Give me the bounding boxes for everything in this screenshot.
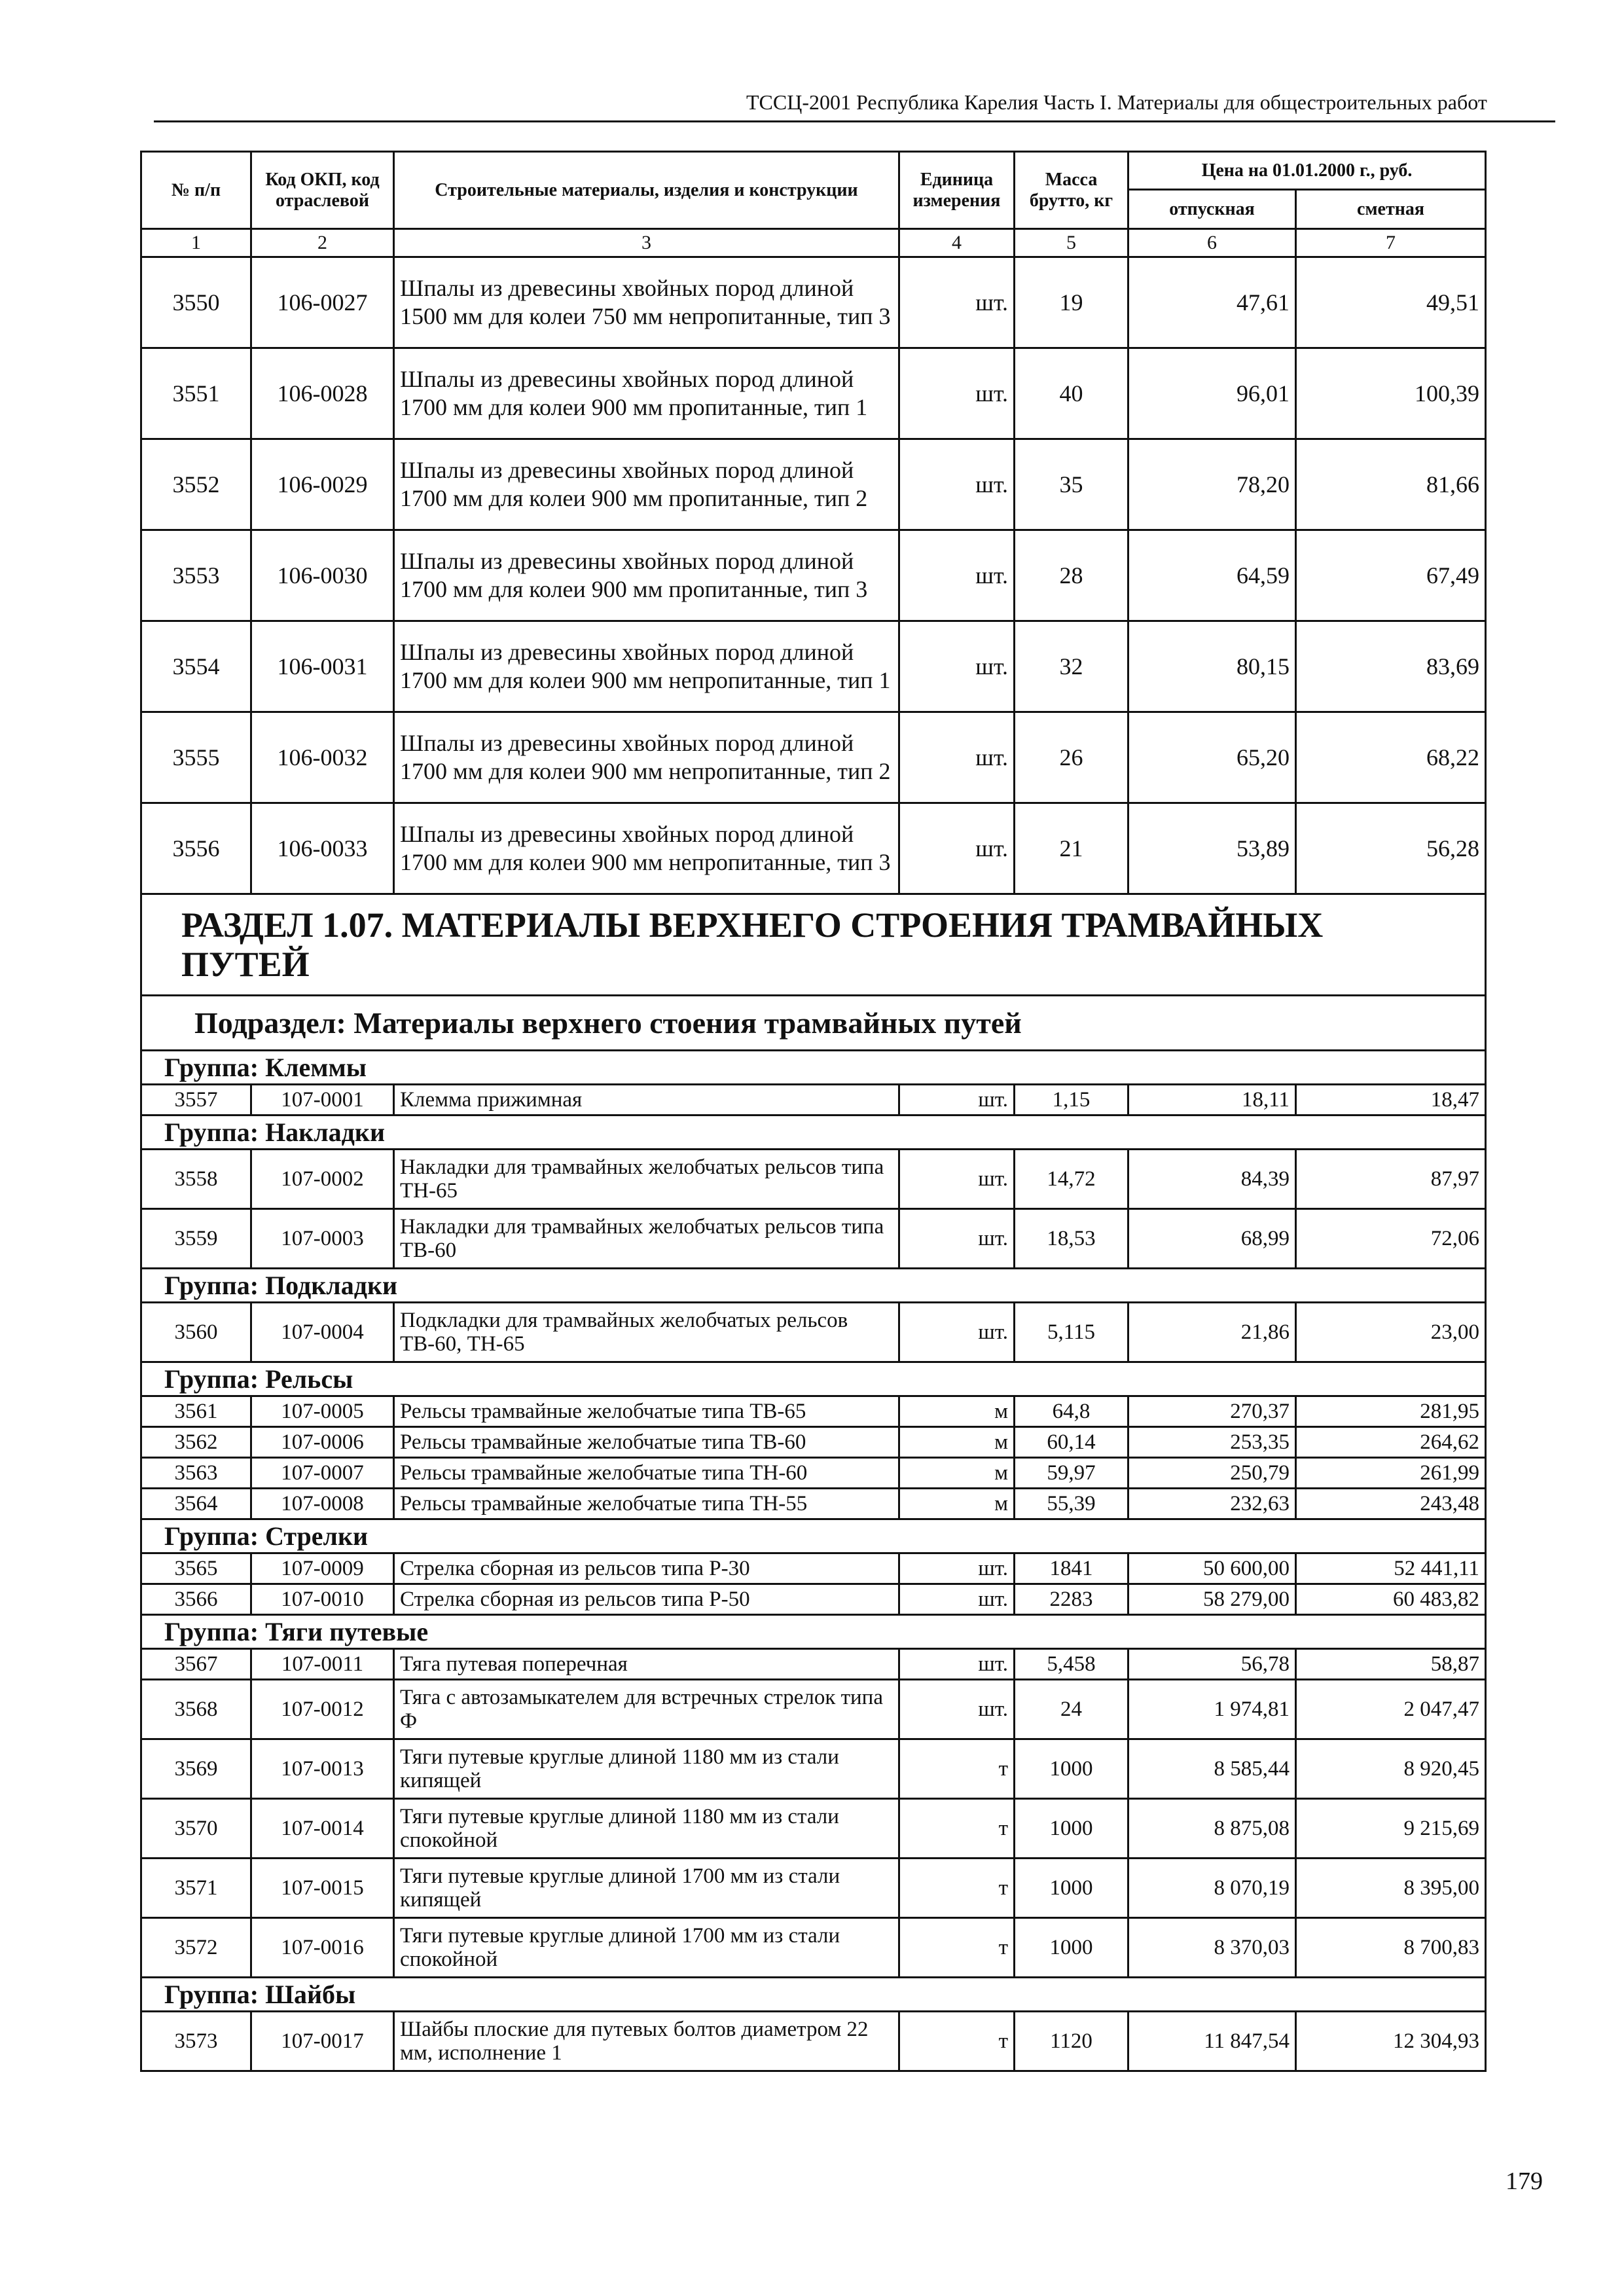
- row-unit: шт.: [899, 1150, 1015, 1209]
- row-estimate-price: 58,87: [1296, 1649, 1486, 1680]
- row-mass: 60,14: [1015, 1427, 1128, 1458]
- col-header-unit: Единица измерения: [899, 152, 1015, 229]
- subsection-title: Подраздел: Материалы верхнего стоения трамвайных путей: [141, 996, 1486, 1051]
- row-description: Шпалы из древесины хвойных пород длиной 1700 мм для колеи 900 мм непропитанные, тип 2: [394, 712, 899, 803]
- row-code: 107-0016: [251, 1918, 394, 1978]
- row-estimate-price: 2 047,47: [1296, 1680, 1486, 1739]
- col-header-release-price: отпускная: [1128, 190, 1296, 229]
- row-unit: шт.: [899, 1553, 1015, 1584]
- row-code: 107-0003: [251, 1209, 394, 1269]
- row-unit: шт.: [899, 1209, 1015, 1269]
- row-mass: 32: [1015, 621, 1128, 712]
- row-description: Шпалы из древесины хвойных пород длиной 1700 мм для колеи 900 мм непропитанные, тип 1: [394, 621, 899, 712]
- row-unit: шт.: [899, 257, 1015, 348]
- row-estimate-price: 12 304,93: [1296, 2012, 1486, 2071]
- row-number: 3560: [141, 1303, 251, 1362]
- table-row: [141, 1489, 1486, 1519]
- row-number: 3559: [141, 1209, 251, 1269]
- row-mass: 1000: [1015, 1799, 1128, 1859]
- row-mass: 35: [1015, 439, 1128, 530]
- row-code: 107-0011: [251, 1649, 394, 1680]
- table-row: [141, 1427, 1486, 1458]
- table-row: [141, 1739, 1486, 1799]
- row-number: 3564: [141, 1489, 251, 1519]
- row-release-price: 8 585,44: [1128, 1739, 1296, 1799]
- row-release-price: 96,01: [1128, 348, 1296, 439]
- row-unit: шт.: [899, 1303, 1015, 1362]
- row-estimate-price: 83,69: [1296, 621, 1486, 712]
- row-code: 106-0030: [251, 530, 394, 621]
- row-release-price: 50 600,00: [1128, 1553, 1296, 1584]
- row-code: 107-0008: [251, 1489, 394, 1519]
- row-description: Шпалы из древесины хвойных пород длиной 1700 мм для колеи 900 мм непропитанные, тип 3: [394, 803, 899, 894]
- row-description: Шайбы плоские для путевых болтов диаметром 22 мм, исполнение 1: [394, 2012, 899, 2071]
- group-heading-row: [141, 1269, 1486, 1303]
- table-row: [141, 530, 1486, 621]
- col-header-price-group: Цена на 01.01.2000 г., руб.: [1128, 152, 1486, 190]
- row-mass: 2283: [1015, 1584, 1128, 1615]
- row-estimate-price: 261,99: [1296, 1458, 1486, 1489]
- row-number: 3569: [141, 1739, 251, 1799]
- row-description: Стрелка сборная из рельсов типа Р-50: [394, 1584, 899, 1615]
- row-code: 107-0005: [251, 1396, 394, 1427]
- row-release-price: 47,61: [1128, 257, 1296, 348]
- row-description: Рельсы трамвайные желобчатые типа ТН-55: [394, 1489, 899, 1519]
- materials-table: [140, 151, 1487, 2072]
- row-release-price: 56,78: [1128, 1649, 1296, 1680]
- group-title: Группа: Клеммы: [141, 1051, 1486, 1085]
- row-code: 107-0002: [251, 1150, 394, 1209]
- row-code: 107-0007: [251, 1458, 394, 1489]
- row-estimate-price: 49,51: [1296, 257, 1486, 348]
- group-title: Группа: Стрелки: [141, 1519, 1486, 1553]
- col-header-material: Строительные материалы, изделия и конструкции: [394, 152, 899, 229]
- group-title: Группа: Накладки: [141, 1116, 1486, 1150]
- running-header: ТССЦ-2001 Республика Карелия Часть I. Материалы для общестроительных работ: [746, 90, 1487, 114]
- row-description: Шпалы из древесины хвойных пород длиной 1700 мм для колеи 900 мм пропитанные, тип 2: [394, 439, 899, 530]
- table-row: [141, 1458, 1486, 1489]
- table-row: [141, 621, 1486, 712]
- row-mass: 55,39: [1015, 1489, 1128, 1519]
- row-estimate-price: 87,97: [1296, 1150, 1486, 1209]
- row-description: Тяги путевые круглые длиной 1700 мм из стали спокойной: [394, 1918, 899, 1978]
- column-number-row: [141, 229, 1486, 257]
- row-unit: т: [899, 1859, 1015, 1918]
- page-number: 179: [1506, 2168, 1543, 2195]
- row-number: 3572: [141, 1918, 251, 1978]
- row-estimate-price: 9 215,69: [1296, 1799, 1486, 1859]
- row-release-price: 18,11: [1128, 1085, 1296, 1116]
- row-unit: т: [899, 1739, 1015, 1799]
- row-description: Тяги путевые круглые длиной 1180 мм из стали кипящей: [394, 1739, 899, 1799]
- group-heading-row: [141, 1362, 1486, 1396]
- row-mass: 1120: [1015, 2012, 1128, 2071]
- row-description: Тяга путевая поперечная: [394, 1649, 899, 1680]
- row-estimate-price: 243,48: [1296, 1489, 1486, 1519]
- top-rows: [141, 257, 1486, 894]
- row-code: 106-0028: [251, 348, 394, 439]
- row-description: Накладки для трамвайных желобчатых рельсов типа ТВ-60: [394, 1209, 899, 1269]
- row-estimate-price: 264,62: [1296, 1427, 1486, 1458]
- row-description: Рельсы трамвайные желобчатые типа ТН-60: [394, 1458, 899, 1489]
- col-header-mass: Масса брутто, кг: [1015, 152, 1128, 229]
- row-description: Тяги путевые круглые длиной 1700 мм из стали кипящей: [394, 1859, 899, 1918]
- table-row: [141, 2012, 1486, 2071]
- row-unit: т: [899, 1799, 1015, 1859]
- row-number: 3571: [141, 1859, 251, 1918]
- group-title: Группа: Тяги путевые: [141, 1615, 1486, 1649]
- row-code: 107-0004: [251, 1303, 394, 1362]
- row-unit: м: [899, 1427, 1015, 1458]
- row-release-price: 253,35: [1128, 1427, 1296, 1458]
- table-row: [141, 1918, 1486, 1978]
- row-code: 107-0017: [251, 2012, 394, 2071]
- row-number: 3556: [141, 803, 251, 894]
- row-number: 3554: [141, 621, 251, 712]
- row-code: 106-0029: [251, 439, 394, 530]
- row-estimate-price: 23,00: [1296, 1303, 1486, 1362]
- table-row: [141, 1085, 1486, 1116]
- row-description: Подкладки для трамвайных желобчатых рельсов ТВ-60, ТН-65: [394, 1303, 899, 1362]
- table-row: [141, 439, 1486, 530]
- row-code: 106-0033: [251, 803, 394, 894]
- row-unit: м: [899, 1489, 1015, 1519]
- row-description: Шпалы из древесины хвойных пород длиной 1500 мм для колеи 750 мм непропитанные, тип 3: [394, 257, 899, 348]
- row-release-price: 64,59: [1128, 530, 1296, 621]
- group-title: Группа: Подкладки: [141, 1269, 1486, 1303]
- row-mass: 64,8: [1015, 1396, 1128, 1427]
- row-mass: 24: [1015, 1680, 1128, 1739]
- row-estimate-price: 8 395,00: [1296, 1859, 1486, 1918]
- row-code: 107-0015: [251, 1859, 394, 1918]
- row-release-price: 8 370,03: [1128, 1918, 1296, 1978]
- row-estimate-price: 81,66: [1296, 439, 1486, 530]
- row-number: 3558: [141, 1150, 251, 1209]
- row-mass: 28: [1015, 530, 1128, 621]
- row-description: Тяги путевые круглые длиной 1180 мм из стали спокойной: [394, 1799, 899, 1859]
- table-row: [141, 712, 1486, 803]
- row-estimate-price: 72,06: [1296, 1209, 1486, 1269]
- column-number: 4: [899, 229, 1015, 257]
- group-heading-row: [141, 1519, 1486, 1553]
- row-release-price: 250,79: [1128, 1458, 1296, 1489]
- row-code: 107-0014: [251, 1799, 394, 1859]
- row-code: 107-0009: [251, 1553, 394, 1584]
- row-mass: 5,458: [1015, 1649, 1128, 1680]
- row-mass: 1,15: [1015, 1085, 1128, 1116]
- column-number: 2: [251, 229, 394, 257]
- row-number: 3570: [141, 1799, 251, 1859]
- row-mass: 19: [1015, 257, 1128, 348]
- table-row: [141, 803, 1486, 894]
- row-estimate-price: 60 483,82: [1296, 1584, 1486, 1615]
- row-code: 106-0027: [251, 257, 394, 348]
- group-heading-row: [141, 1116, 1486, 1150]
- row-estimate-price: 281,95: [1296, 1396, 1486, 1427]
- row-code: 106-0032: [251, 712, 394, 803]
- row-unit: шт.: [899, 621, 1015, 712]
- row-release-price: 270,37: [1128, 1396, 1296, 1427]
- row-release-price: 65,20: [1128, 712, 1296, 803]
- row-release-price: 1 974,81: [1128, 1680, 1296, 1739]
- row-description: Шпалы из древесины хвойных пород длиной 1700 мм для колеи 900 мм пропитанные, тип 1: [394, 348, 899, 439]
- row-description: Накладки для трамвайных желобчатых рельсов типа ТН-65: [394, 1150, 899, 1209]
- row-description: Шпалы из древесины хвойных пород длиной 1700 мм для колеи 900 мм пропитанные, тип 3: [394, 530, 899, 621]
- row-unit: шт.: [899, 803, 1015, 894]
- table-row: [141, 1553, 1486, 1584]
- row-mass: 1000: [1015, 1859, 1128, 1918]
- table-header: [141, 152, 1486, 257]
- row-description: Стрелка сборная из рельсов типа Р-30: [394, 1553, 899, 1584]
- row-code: 107-0013: [251, 1739, 394, 1799]
- row-estimate-price: 100,39: [1296, 348, 1486, 439]
- col-header-number: № п/п: [141, 152, 251, 229]
- row-release-price: 232,63: [1128, 1489, 1296, 1519]
- section-title: РАЗДЕЛ 1.07. МАТЕРИАЛЫ ВЕРХНЕГО СТРОЕНИЯ ТРАМВАЙНЫХ ПУТЕЙ: [141, 894, 1486, 996]
- row-unit: т: [899, 2012, 1015, 2071]
- row-code: 106-0031: [251, 621, 394, 712]
- row-release-price: 78,20: [1128, 439, 1296, 530]
- row-estimate-price: 8 700,83: [1296, 1918, 1486, 1978]
- row-unit: шт.: [899, 439, 1015, 530]
- table-row: [141, 1799, 1486, 1859]
- row-estimate-price: 67,49: [1296, 530, 1486, 621]
- row-estimate-price: 68,22: [1296, 712, 1486, 803]
- row-estimate-price: 8 920,45: [1296, 1739, 1486, 1799]
- row-estimate-price: 18,47: [1296, 1085, 1486, 1116]
- row-release-price: 8 070,19: [1128, 1859, 1296, 1918]
- row-number: 3557: [141, 1085, 251, 1116]
- row-mass: 21: [1015, 803, 1128, 894]
- row-number: 3567: [141, 1649, 251, 1680]
- row-description: Рельсы трамвайные желобчатые типа ТВ-60: [394, 1427, 899, 1458]
- row-number: 3555: [141, 712, 251, 803]
- row-unit: т: [899, 1918, 1015, 1978]
- table-row: [141, 1859, 1486, 1918]
- table-row: [141, 1584, 1486, 1615]
- row-number: 3553: [141, 530, 251, 621]
- row-number: 3573: [141, 2012, 251, 2071]
- row-release-price: 21,86: [1128, 1303, 1296, 1362]
- row-unit: шт.: [899, 1584, 1015, 1615]
- section-block: [141, 894, 1486, 1051]
- row-mass: 18,53: [1015, 1209, 1128, 1269]
- row-unit: м: [899, 1396, 1015, 1427]
- row-code: 107-0001: [251, 1085, 394, 1116]
- row-number: 3551: [141, 348, 251, 439]
- row-release-price: 8 875,08: [1128, 1799, 1296, 1859]
- row-release-price: 80,15: [1128, 621, 1296, 712]
- column-number: 6: [1128, 229, 1296, 257]
- col-header-estimate-price: сметная: [1296, 190, 1486, 229]
- table-row: [141, 1396, 1486, 1427]
- row-release-price: 58 279,00: [1128, 1584, 1296, 1615]
- row-description: Рельсы трамвайные желобчатые типа ТВ-65: [394, 1396, 899, 1427]
- group-heading-row: [141, 1978, 1486, 2012]
- row-estimate-price: 52 441,11: [1296, 1553, 1486, 1584]
- row-mass: 5,115: [1015, 1303, 1128, 1362]
- row-number: 3566: [141, 1584, 251, 1615]
- row-code: 107-0006: [251, 1427, 394, 1458]
- group-rows: [141, 1051, 1486, 2071]
- table-row: [141, 1680, 1486, 1739]
- row-release-price: 53,89: [1128, 803, 1296, 894]
- row-mass: 1000: [1015, 1918, 1128, 1978]
- row-number: 3561: [141, 1396, 251, 1427]
- col-header-code: Код ОКП, код отраслевой: [251, 152, 394, 229]
- group-title: Группа: Шайбы: [141, 1978, 1486, 2012]
- row-code: 107-0010: [251, 1584, 394, 1615]
- row-release-price: 11 847,54: [1128, 2012, 1296, 2071]
- column-number: 5: [1015, 229, 1128, 257]
- row-mass: 26: [1015, 712, 1128, 803]
- group-title: Группа: Рельсы: [141, 1362, 1486, 1396]
- table-row: [141, 1303, 1486, 1362]
- row-number: 3552: [141, 439, 251, 530]
- row-mass: 1841: [1015, 1553, 1128, 1584]
- row-unit: шт.: [899, 348, 1015, 439]
- row-estimate-price: 56,28: [1296, 803, 1486, 894]
- row-mass: 1000: [1015, 1739, 1128, 1799]
- row-release-price: 68,99: [1128, 1209, 1296, 1269]
- row-mass: 59,97: [1015, 1458, 1128, 1489]
- row-release-price: 84,39: [1128, 1150, 1296, 1209]
- table-row: [141, 1209, 1486, 1269]
- row-description: Тяга с автозамыкателем для встречных стрелок типа Ф: [394, 1680, 899, 1739]
- table-row: [141, 257, 1486, 348]
- column-number: 3: [394, 229, 899, 257]
- row-number: 3550: [141, 257, 251, 348]
- row-mass: 40: [1015, 348, 1128, 439]
- row-unit: шт.: [899, 1649, 1015, 1680]
- row-unit: шт.: [899, 1680, 1015, 1739]
- row-unit: шт.: [899, 530, 1015, 621]
- column-number: 1: [141, 229, 251, 257]
- header-rule: [154, 120, 1555, 122]
- row-description: Клемма прижимная: [394, 1085, 899, 1116]
- row-number: 3562: [141, 1427, 251, 1458]
- table-row: [141, 1150, 1486, 1209]
- row-number: 3563: [141, 1458, 251, 1489]
- table-row: [141, 348, 1486, 439]
- group-heading-row: [141, 1615, 1486, 1649]
- row-unit: м: [899, 1458, 1015, 1489]
- row-number: 3568: [141, 1680, 251, 1739]
- row-code: 107-0012: [251, 1680, 394, 1739]
- table-row: [141, 1649, 1486, 1680]
- row-mass: 14,72: [1015, 1150, 1128, 1209]
- row-unit: шт.: [899, 712, 1015, 803]
- row-number: 3565: [141, 1553, 251, 1584]
- group-heading-row: [141, 1051, 1486, 1085]
- row-unit: шт.: [899, 1085, 1015, 1116]
- column-number: 7: [1296, 229, 1486, 257]
